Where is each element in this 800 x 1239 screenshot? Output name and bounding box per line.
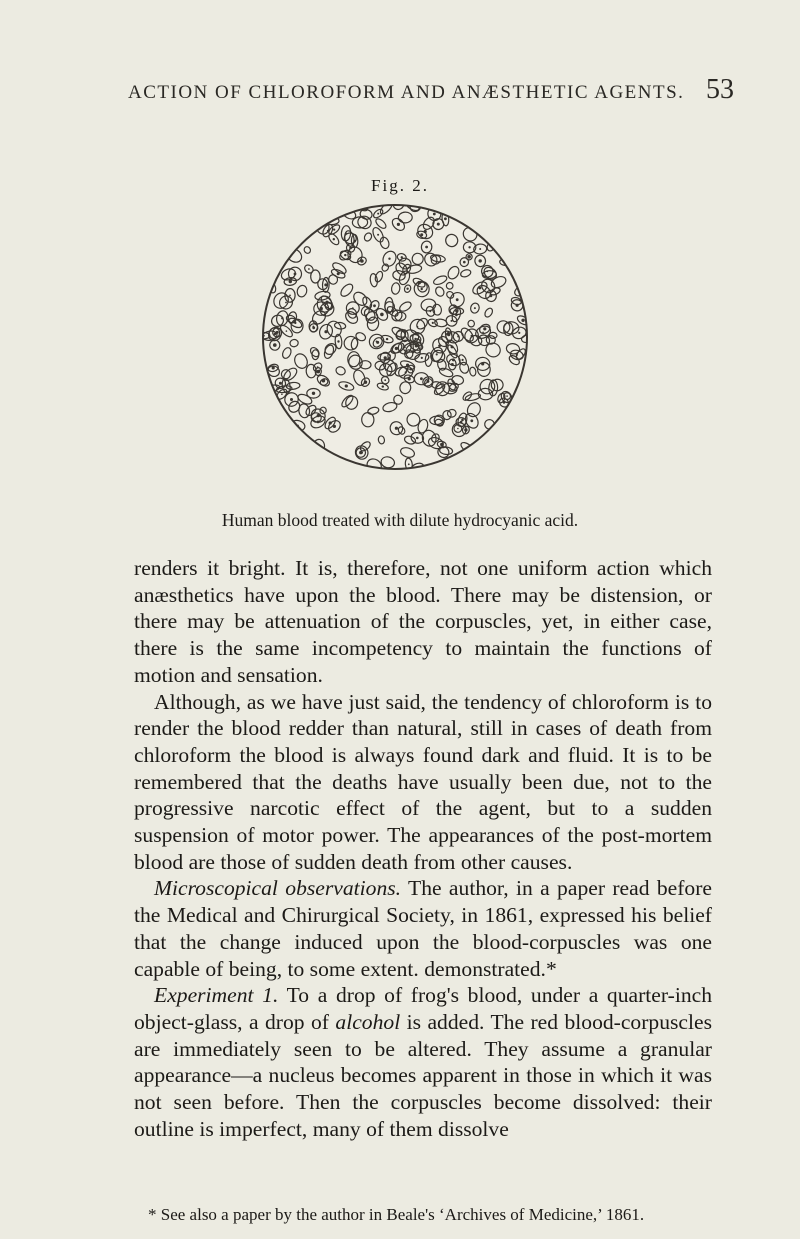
corpuscle-nucleus [337, 340, 339, 342]
paragraph-3 [134, 875, 712, 982]
corpuscle-nucleus [320, 307, 323, 310]
corpuscle-nucleus [468, 246, 470, 248]
corpuscle-nucleus [279, 382, 282, 385]
corpuscle-nucleus [452, 358, 455, 361]
corpuscle-nucleus [344, 254, 346, 256]
corpuscle-nucleus [289, 280, 292, 283]
corpuscle-nucleus [384, 356, 387, 359]
paragraph-1: renders it bright. It is, therefore, not one uniform action which anæsthetics have upon the blood. There may be distension, or there may be attenuation of the corpuscles, yet, in either case, there is the same incompetency to maintain the functions of motion and sensation. [134, 556, 712, 687]
corpuscle-nucleus [464, 428, 467, 431]
corpuscle-nucleus [436, 353, 438, 355]
body-text [134, 555, 712, 1142]
blood-corpuscles-illustration [255, 197, 535, 477]
corpuscle-nucleus [518, 332, 520, 334]
corpuscle-nucleus [408, 463, 410, 465]
corpuscle-nucleus [516, 354, 518, 356]
corpuscle-nucleus [349, 247, 352, 250]
footnote: * See also a paper by the author in Beale's ‘Archives of Medicine,’ 1861. [148, 1205, 645, 1224]
figure-caption: Human blood treated with dilute hydrocyanic acid. [221, 510, 579, 530]
corpuscle-nucleus [467, 255, 471, 259]
corpuscle-nucleus [395, 427, 398, 430]
page-header [0, 74, 800, 114]
corpuscle-nucleus [456, 298, 459, 301]
corpuscle-nucleus [273, 343, 277, 347]
corpuscle-nucleus [377, 234, 379, 236]
corpuscle-nucleus [308, 268, 310, 270]
corpuscle-nucleus [386, 338, 388, 340]
corpuscle-nucleus [285, 302, 287, 304]
corpuscle-nucleus [437, 223, 440, 226]
corpuscle-nucleus [364, 381, 367, 384]
corpuscle-nucleus [521, 319, 524, 322]
corpuscle-nucleus [272, 366, 275, 369]
corpuscle-nucleus [382, 385, 384, 387]
corpuscle-nucleus [286, 330, 288, 332]
corpuscle-nucleus [455, 314, 458, 317]
corpuscle-nucleus [388, 258, 390, 260]
corpuscle-nucleus [479, 248, 481, 250]
corpuscle-nucleus [462, 359, 464, 361]
corpuscle-nucleus [345, 384, 348, 387]
corpuscle-nucleus [482, 332, 484, 334]
corpuscle-nucleus [377, 213, 379, 215]
corpuscle-nucleus [425, 246, 428, 249]
corpuscle-nucleus [289, 295, 291, 297]
corpuscle-nucleus [360, 259, 364, 263]
corpuscle-nucleus [380, 313, 384, 317]
corpuscle-nucleus [444, 217, 447, 220]
paragraph-4-text-b: is added. The red blood-corpuscles are immediately seen to be altered. They assume a granular appearance—a nucleus becomes apparent in those in which it was not seen before. Then the corpuscles become dissolved: their outline is imperfect, many of them dissolve [134, 1009, 712, 1141]
microscopical-heading: Microscopical observations. [154, 876, 402, 901]
paragraph-2: Although, as we have just said, the tendency of chloroform is to render the blood redder than natural, still in cases of death from chloroform the blood is always found dark and fluid. It is to be remembered that the deaths have usually been due, not to the progressive narcotic effect of the agent, but to a sudden suspension of motor power. The appearances of the post-mortem blood are those of sudden death from other causes. [134, 689, 712, 874]
corpuscle-nucleus [317, 370, 321, 374]
corpuscle-nucleus [516, 304, 519, 307]
corpuscle-nucleus [395, 347, 398, 350]
corpuscle-nucleus [333, 425, 336, 428]
corpuscle-nucleus [420, 377, 423, 380]
paragraph-4-text-a: To a drop of frog's blood, under a quarter-inch object-glass, a drop of [134, 983, 712, 1034]
corpuscle-nucleus [438, 344, 441, 347]
corpuscle-nucleus [483, 327, 486, 330]
corpuscle-nucleus [463, 261, 466, 264]
corpuscle-nucleus [486, 270, 488, 272]
corpuscle-nucleus [506, 395, 508, 397]
corpuscle-nucleus [408, 377, 411, 380]
corpuscle-nucleus [406, 288, 408, 290]
corpuscle-nucleus [376, 341, 379, 344]
corpuscle-nucleus [474, 307, 476, 309]
corpuscle-nucleus [424, 230, 427, 233]
corpuscle-nucleus [421, 357, 423, 359]
corpuscle-nucleus [274, 333, 276, 335]
corpuscle-nucleus [421, 288, 423, 290]
corpuscle-nucleus [404, 346, 406, 348]
corpuscle-nucleus [360, 451, 363, 454]
corpuscle-nucleus [461, 419, 464, 422]
figure-label: Fig. 2. [371, 176, 429, 195]
corpuscle-nucleus [324, 283, 327, 286]
corpuscle-nucleus [290, 398, 293, 401]
corpuscle-nucleus [490, 295, 493, 298]
paragraph-3-text: The author, in a paper read before the Medical and Chirurgical Society, in 1861, expressed his belief that the change induced upon the blood-corpuscles was one capable of being, to some extent. demonstrated.* [134, 876, 713, 981]
corpuscle-nucleus [447, 333, 450, 336]
page-number: 53 [706, 74, 734, 105]
running-head: ACTION OF CHLOROFORM AND ANÆSTHETIC AGENTS. [128, 82, 685, 103]
corpuscle-nucleus [451, 345, 454, 348]
corpuscle-nucleus [457, 428, 459, 430]
corpuscle-nucleus [281, 393, 283, 395]
corpuscle-nucleus [384, 379, 386, 381]
corpuscle-nucleus [397, 223, 400, 226]
corpuscle-nucleus [432, 322, 434, 324]
paragraph-4 [134, 982, 712, 1142]
corpuscle-nucleus [373, 304, 376, 307]
alcohol-emphasis: alcohol [335, 1009, 401, 1034]
corpuscle-nucleus [312, 392, 315, 395]
corpuscle-nucleus [470, 419, 473, 422]
corpuscle-nucleus [263, 335, 265, 337]
corpuscle-nucleus [333, 238, 335, 240]
corpuscle-nucleus [317, 414, 320, 417]
corpuscle-nucleus [312, 326, 314, 328]
corpuscle-nucleus [411, 350, 414, 353]
experiment-heading: Experiment 1. [154, 983, 279, 1008]
corpuscle-nucleus [479, 259, 482, 262]
corpuscle-nucleus [433, 213, 436, 216]
corpuscle-nucleus [333, 229, 335, 231]
corpuscle-nucleus [471, 335, 473, 337]
corpuscle-nucleus [479, 287, 482, 290]
corpuscle-nucleus [385, 369, 387, 371]
corpuscle-nucleus [416, 437, 419, 440]
